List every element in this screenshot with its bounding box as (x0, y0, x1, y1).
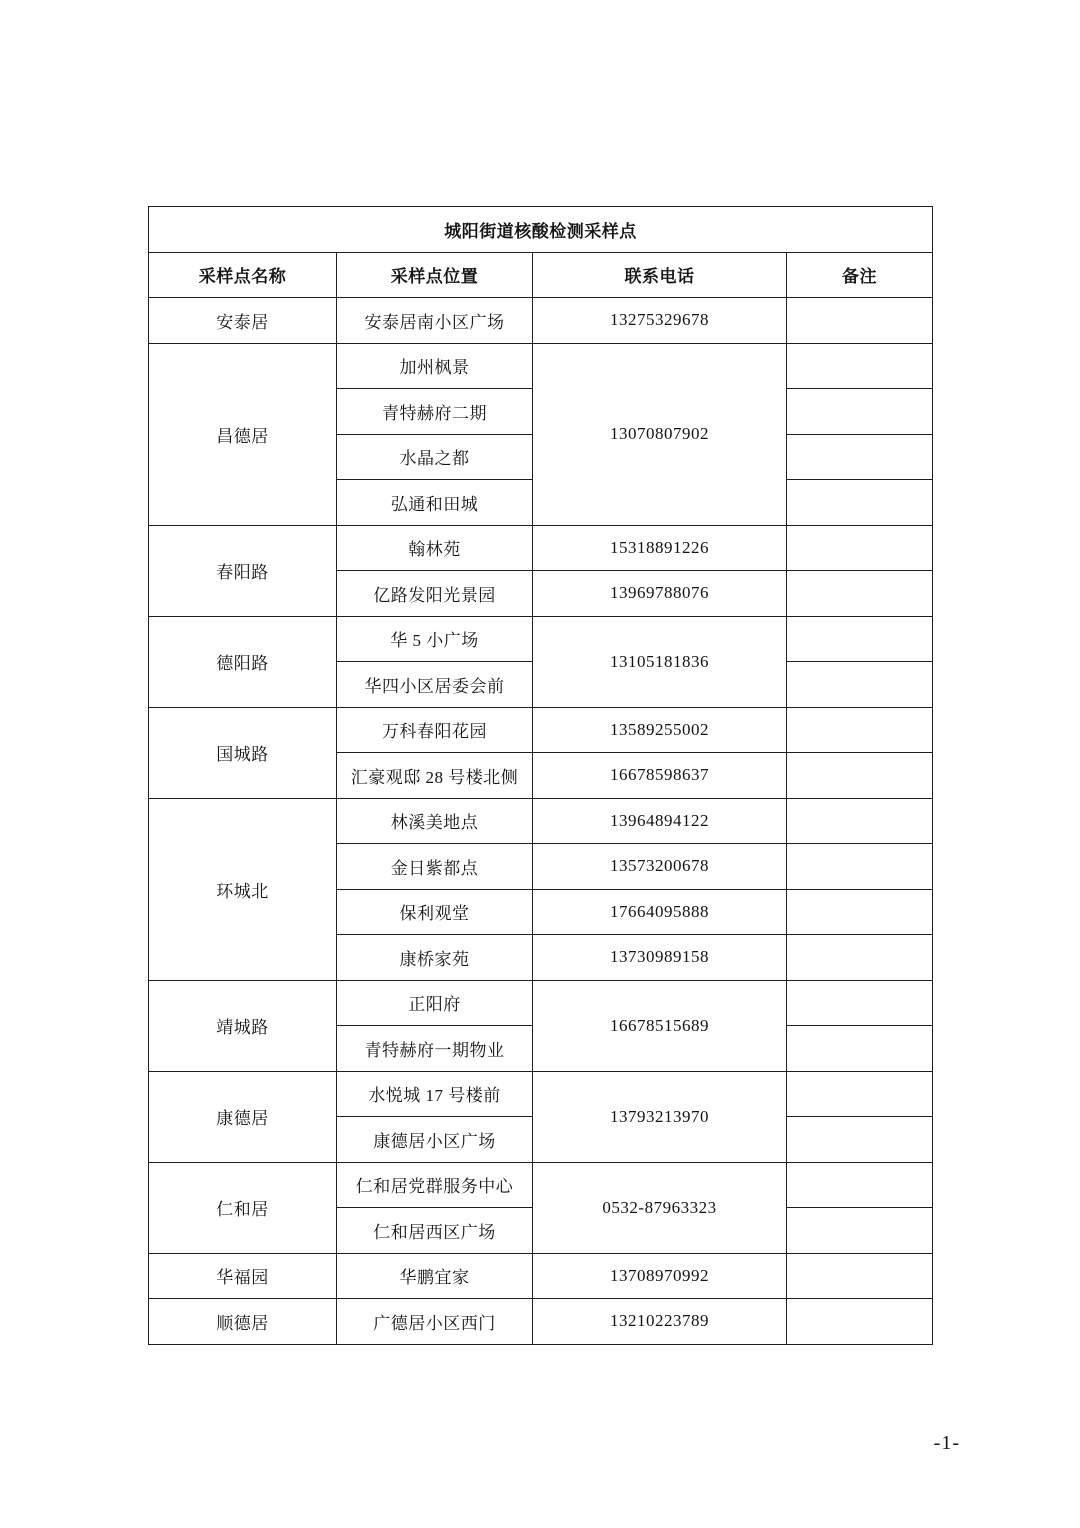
table-row (149, 1299, 933, 1345)
cell-site-location: 康德居小区广场 (337, 1117, 533, 1163)
cell-note (787, 434, 933, 480)
cell-site-location: 加州枫景 (337, 343, 533, 389)
cell-site-name: 靖城路 (149, 980, 337, 1071)
page-number: -1- (933, 1432, 960, 1454)
cell-site-name: 康德居 (149, 1071, 337, 1162)
cell-site-location: 水悦城 17 号楼前 (337, 1071, 533, 1117)
table-header-row (149, 252, 933, 298)
cell-contact-phone: 13589255002 (533, 707, 787, 753)
table-row (149, 298, 933, 344)
cell-site-name: 国城路 (149, 707, 337, 798)
cell-site-location: 林溪美地点 (337, 798, 533, 844)
cell-contact-phone: 13969788076 (533, 571, 787, 617)
cell-note (787, 935, 933, 981)
cell-note (787, 1253, 933, 1299)
cell-note (787, 343, 933, 389)
cell-note (787, 1071, 933, 1117)
header-note: 备注 (787, 252, 933, 298)
table-row (149, 616, 933, 662)
cell-site-location: 水晶之都 (337, 434, 533, 480)
table-row (149, 707, 933, 753)
cell-site-name: 春阳路 (149, 525, 337, 616)
cell-contact-phone: 13708970992 (533, 1253, 787, 1299)
cell-site-location: 汇豪观邸 28 号楼北侧 (337, 753, 533, 799)
header-contact-phone: 联系电话 (533, 252, 787, 298)
table-title: 城阳街道核酸检测采样点 (149, 207, 933, 253)
cell-note (787, 525, 933, 571)
cell-site-location: 华四小区居委会前 (337, 662, 533, 708)
table-row (149, 1162, 933, 1208)
cell-site-name: 德阳路 (149, 616, 337, 707)
cell-note (787, 298, 933, 344)
cell-site-location: 保利观堂 (337, 889, 533, 935)
cell-site-name: 华福园 (149, 1253, 337, 1299)
header-site-name: 采样点名称 (149, 252, 337, 298)
cell-site-name: 环城北 (149, 798, 337, 980)
cell-contact-phone: 13210223789 (533, 1299, 787, 1345)
cell-contact-phone: 16678515689 (533, 980, 787, 1071)
cell-contact-phone: 13573200678 (533, 844, 787, 890)
cell-note (787, 980, 933, 1026)
cell-note (787, 707, 933, 753)
cell-note (787, 1162, 933, 1208)
table-row (149, 1253, 933, 1299)
cell-site-location: 弘通和田城 (337, 480, 533, 526)
table-row (149, 1071, 933, 1117)
cell-site-location: 华 5 小广场 (337, 616, 533, 662)
sampling-sites-table (148, 206, 933, 1345)
cell-contact-phone: 13070807902 (533, 343, 787, 525)
cell-note (787, 571, 933, 617)
cell-site-location: 青特赫府一期物业 (337, 1026, 533, 1072)
cell-site-location: 亿路发阳光景园 (337, 571, 533, 617)
cell-site-location: 安泰居南小区广场 (337, 298, 533, 344)
cell-note (787, 616, 933, 662)
cell-site-location: 广德居小区西门 (337, 1299, 533, 1345)
cell-site-location: 仁和居西区广场 (337, 1208, 533, 1254)
table-row (149, 525, 933, 571)
sampling-sites-table-container (148, 206, 932, 1345)
cell-note (787, 753, 933, 799)
cell-site-location: 金日紫都点 (337, 844, 533, 890)
cell-note (787, 844, 933, 890)
cell-site-location: 仁和居党群服务中心 (337, 1162, 533, 1208)
cell-note (787, 889, 933, 935)
cell-site-name: 安泰居 (149, 298, 337, 344)
cell-contact-phone: 13275329678 (533, 298, 787, 344)
cell-site-location: 翰林苑 (337, 525, 533, 571)
cell-contact-phone: 15318891226 (533, 525, 787, 571)
cell-note (787, 1208, 933, 1254)
cell-site-name: 顺德居 (149, 1299, 337, 1345)
cell-site-name: 昌德居 (149, 343, 337, 525)
table-row (149, 980, 933, 1026)
cell-site-name: 仁和居 (149, 1162, 337, 1253)
cell-site-location: 青特赫府二期 (337, 389, 533, 435)
cell-note (787, 1117, 933, 1163)
cell-note (787, 480, 933, 526)
cell-contact-phone: 16678598637 (533, 753, 787, 799)
cell-contact-phone: 13793213970 (533, 1071, 787, 1162)
header-site-location: 采样点位置 (337, 252, 533, 298)
cell-site-location: 正阳府 (337, 980, 533, 1026)
cell-contact-phone: 13105181836 (533, 616, 787, 707)
table-title-row (149, 207, 933, 253)
cell-site-location: 万科春阳花园 (337, 707, 533, 753)
cell-note (787, 1299, 933, 1345)
table-row (149, 343, 933, 389)
cell-contact-phone: 0532-87963323 (533, 1162, 787, 1253)
cell-note (787, 662, 933, 708)
cell-note (787, 1026, 933, 1072)
table-row (149, 798, 933, 844)
cell-site-location: 康桥家苑 (337, 935, 533, 981)
cell-contact-phone: 13964894122 (533, 798, 787, 844)
cell-note (787, 389, 933, 435)
cell-contact-phone: 17664095888 (533, 889, 787, 935)
cell-contact-phone: 13730989158 (533, 935, 787, 981)
cell-site-location: 华鹏宜家 (337, 1253, 533, 1299)
cell-note (787, 798, 933, 844)
